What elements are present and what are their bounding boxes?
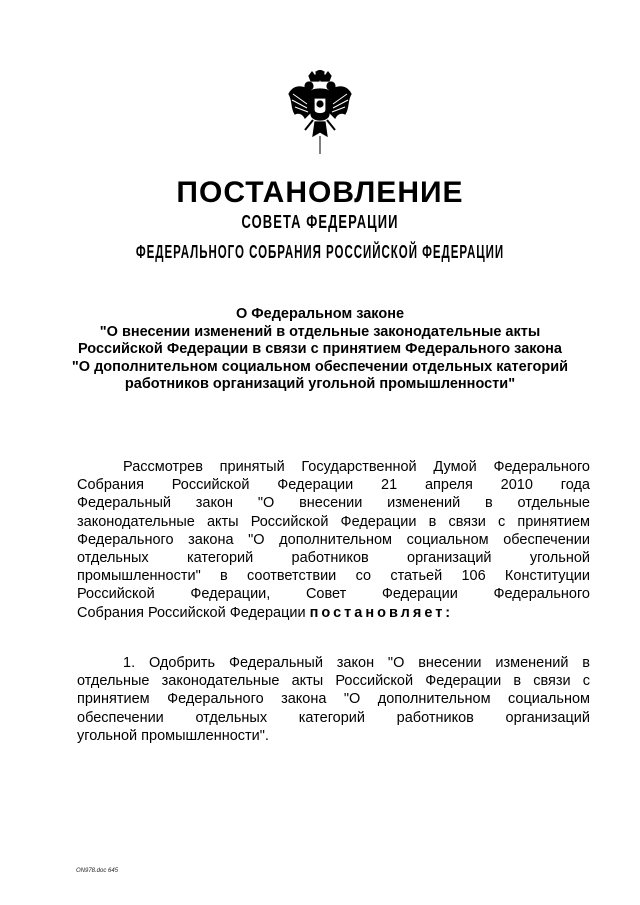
issuer-line-1: СОВЕТА ФЕДЕРАЦИИ xyxy=(241,212,399,232)
paragraph-line: 1. Одобрить Федеральный закон "О внесении изменений в xyxy=(123,655,590,671)
paragraph-line-text: Собрания Российской Федерации xyxy=(77,604,306,621)
paragraph-line: Рассмотрев принятый Государственной Думой Федерального xyxy=(123,459,590,475)
paragraph-line: отдельных категорий работников организаций угольной xyxy=(77,550,590,567)
paragraph-line: Федеральный закон "О внесении изменений в отдельные xyxy=(77,495,590,512)
paragraph-line: законодательные акты Российской Федерации в связи с принятием xyxy=(77,513,590,530)
subject-line: "О внесении изменений в отдельные законодательные акты xyxy=(99,323,541,340)
document-type-title: ПОСТАНОВЛЕНИЕ xyxy=(176,176,464,209)
paragraph-line: промышленности" в соответствии со статьей 106 Конституции xyxy=(77,568,590,585)
paragraph-line: Федерального закона "О дополнительном социальном обеспечении xyxy=(77,531,590,548)
preamble-paragraph xyxy=(77,458,590,622)
paragraph-line: Российской Федерации, Совет Федерации Федерального xyxy=(77,586,590,603)
subject-line: Российской Федерации в связи с принятием Федерального закона xyxy=(77,341,562,357)
document-reference-footer: ON978.doc 645 xyxy=(76,868,119,874)
issuer-line-2: ФЕДЕРАЛЬНОГО СОБРАНИЯ РОССИЙСКОЙ ФЕДЕРАЦИИ xyxy=(135,242,505,262)
resolution-item-1 xyxy=(77,654,590,745)
resolves-word: постановляет: xyxy=(309,604,454,621)
paragraph-line: обеспечении отдельных категорий работников организаций xyxy=(77,709,590,726)
subject-line: работников организаций угольной промышленности" xyxy=(124,376,516,392)
subject-line: "О дополнительном социальном обеспечении отдельных категорий xyxy=(71,358,569,375)
subject-line: О Федеральном законе xyxy=(235,306,405,322)
law-subject-heading xyxy=(40,306,600,394)
paragraph-line: принятием Федерального закона "О дополнительном социальном xyxy=(77,691,590,708)
paragraph-line: отдельные законодательные акты Российской Федерации в связи с xyxy=(77,673,590,690)
paragraph-line: Собрания Российской Федерации 21 апреля 2010 года xyxy=(77,477,590,494)
paragraph-line: угольной промышленности". xyxy=(77,727,269,744)
russian-coat-of-arms-icon xyxy=(287,70,353,156)
paragraph-last-line xyxy=(77,604,590,622)
